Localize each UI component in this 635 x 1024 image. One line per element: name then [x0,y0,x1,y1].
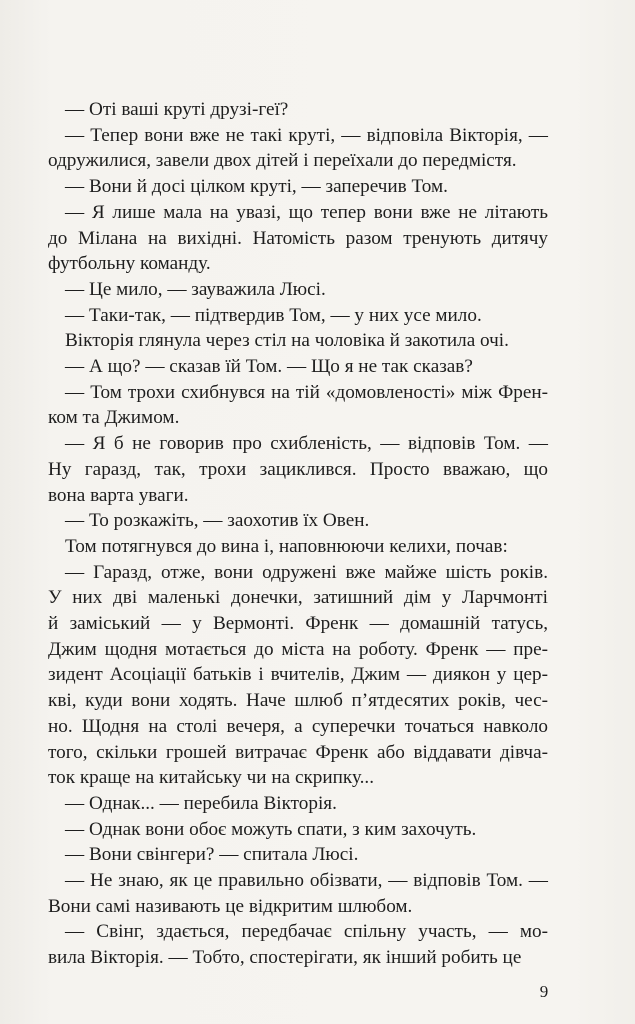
text-line: но. Щодня на столі вечеря, а суперечки точаться навколо [48,715,548,737]
text-line: до Мілана на вихідні. Натомість разом тренують дитячу [48,227,548,249]
text-line: вила Вікторія. — Тобто, спостерігати, як інший робить це [48,947,522,969]
text-line: — То розкажіть, — заохотив їх Овен. [65,510,370,532]
text-line: Вони самі називають це відкритим шлюбом. [48,895,413,917]
text-line: — Тепер вони вже не такі круті, — відповіла Вікторія, — [65,124,548,146]
text-line: — Том трохи схибнувся на тій «домовленості» між Френ- [65,381,548,403]
text-line: Вікторія глянула через стіл на чоловіка й закотила очі. [65,330,509,352]
text-line: — А що? — сказав їй Том. — Що я не так сказав? [65,356,473,377]
text-line: — Я лише мала на увазі, що тепер вони вже не літають [65,201,548,223]
text-line: Джим щодня мотається до міста на роботу. Френк — пре- [48,638,548,660]
text-line: вона варта уваги. [48,484,189,506]
text-line: того, скільки грошей витрачає Френк або віддавати дівча- [48,741,548,763]
text-line: — Таки-так, — підтвердив Том, — у них усе мило. [65,304,482,326]
text-line: ток краще на китайську чи на скрипку... [48,767,375,789]
text-line: — Не знаю, як це правильно обізвати, — відповів Том. — [65,870,548,891]
text-line: — Вони й досі цілком круті, — заперечив Том. [65,176,448,198]
text-line: Ну гаразд, так, трохи зациклився. Просто вважаю, що [48,458,548,480]
text-line: Том потягнувся до вина і, наповнюючи келихи, почав: [65,535,508,557]
text-line: одружилися, завели двох дітей і переїхали до передмістя. [48,150,517,172]
text-line: — Вони свінгери? — спитала Люсі. [65,844,359,866]
text-line: — Гаразд, отже, вони одружені вже майже шість років. [65,561,548,583]
text-line: — Свінг, здається, передбачає спільну участь, — мо- [65,921,548,943]
text-line: кві, куди вони ходять. Наче шлюб п’ятдесятих років, чес- [48,690,548,712]
text-line: У них дві маленькі донечки, затишний дім у Ларчмонті [48,587,548,609]
text-line: — Я б не говорив про схибленість, — відповів Том. — [65,433,548,455]
text-line: — Однак вони обоє можуть спати, з ким захочуть. [65,818,477,840]
text-line: зидент Асоціації батьків і вчителів, Джим — диякон у цер- [48,664,548,686]
text-line: й заміський — у Вермонті. Френк — домашній татусь, [48,613,548,634]
text-line: — Це мило, — зауважила Люсі. [65,278,326,300]
text-line: — Однак... — перебила Вікторія. [65,792,337,814]
text-line: футбольну команду. [48,253,211,275]
page-number: 9 [539,982,549,1001]
text-line: — Оті ваші круті друзі-геї? [65,99,289,120]
text-line: ком та Джимом. [48,407,180,429]
